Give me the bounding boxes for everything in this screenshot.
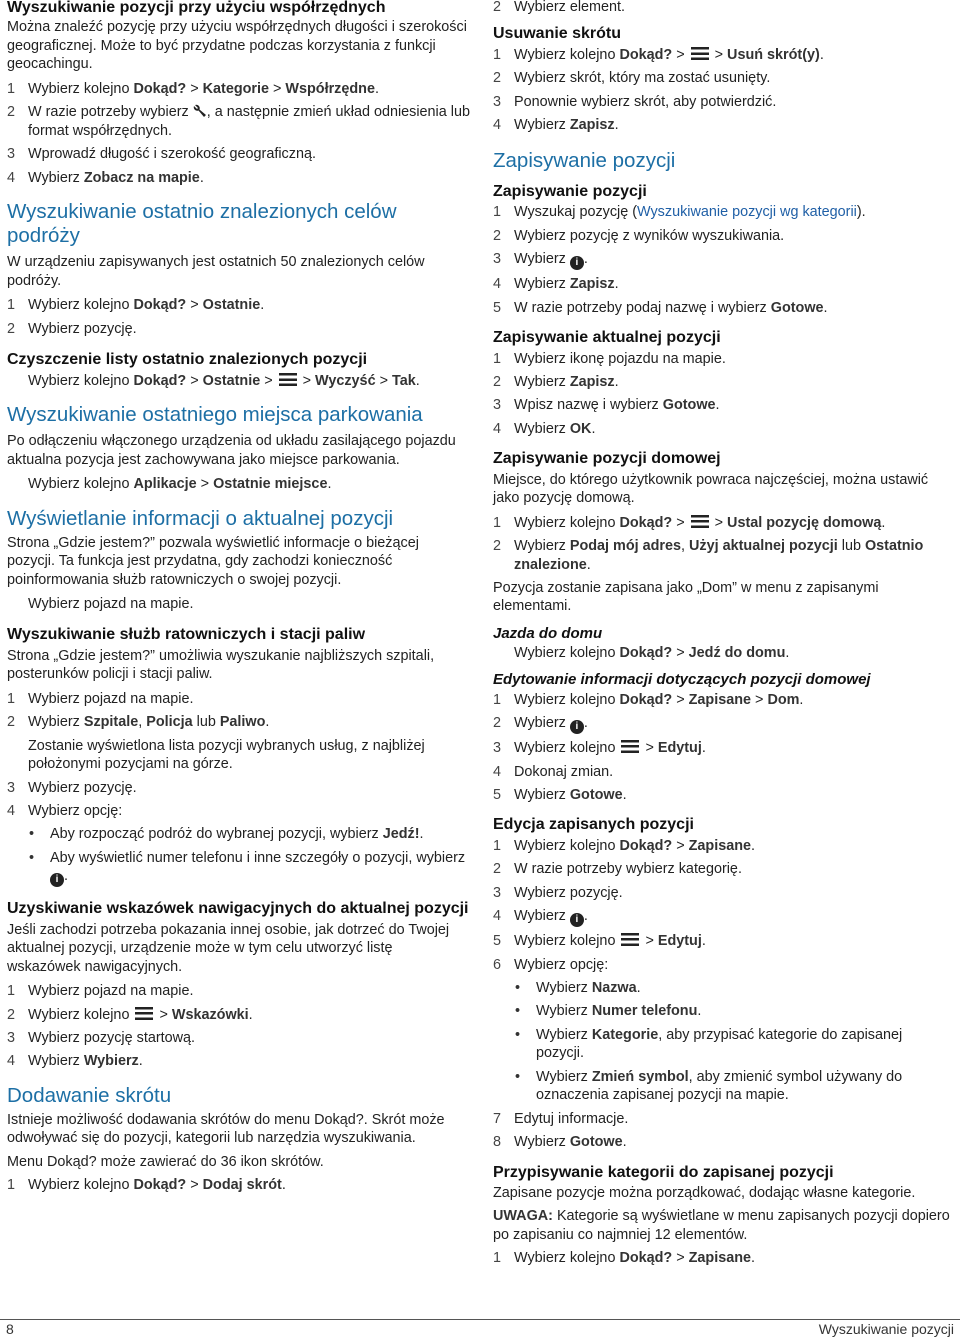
section-intro: Miejsce, do którego użytkownik powraca najczęściej, można ustawić jako pozycję domową. [493, 471, 929, 507]
step: 2 Wybierz element. [493, 0, 626, 15]
section-title: Przypisywanie kategorii do zapisanej pozycji [493, 1163, 834, 1181]
step: 4 Wybierz OK. [493, 420, 596, 437]
step: 2 Wybierz kolejno > Wskazówki. [7, 1006, 253, 1023]
note: UWAGA: Kategorie są wyświetlane w menu zapisanych pozycji dopiero po zapisaniu co najmniej 12 elementów. [493, 1208, 950, 1243]
right-column [493, 0, 953, 1268]
section-title: Zapisywanie aktualnej pozycji [493, 329, 721, 347]
step: 5 W razie potrzeby podaj nazwę i wybierz Gotowe. [493, 299, 828, 316]
section-title: Edycja zapisanych pozycji [493, 816, 694, 834]
step: 1 Wybierz kolejno Dokąd? > > Ustal pozycję domową. [493, 514, 886, 531]
section-intro: Istnieje możliwość dodawania skrótów do menu Dokąd?. Skrót może odwoływać się do pozycji, kategorii lub narzędzia wyszukiwania. [7, 1112, 445, 1147]
step: 2 Wybierz skrót, który ma zostać usunięty. [493, 70, 771, 87]
bullet-item: • Wybierz Nazwa. [493, 979, 953, 997]
step: 1 Wybierz kolejno Dokąd? > Zapisane > Dom. [493, 691, 804, 708]
step: 4 Wybierz Zobacz na mapie. [7, 169, 204, 186]
section-title: Wyszukiwanie służb ratowniczych i stacji paliw [7, 626, 366, 644]
step: 3 Wybierz kolejno > Edytuj. [493, 740, 706, 757]
section-intro: Jeśli zachodzi potrzeba pokazania innej osobie, jak dotrzeć do Twojej aktualnej pozycji, urządzenie może w tym celu utworzyć listę wskazówek nawigacyjnych. [7, 921, 450, 975]
step: 3 Wpisz nazwę i wybierz Gotowe. [493, 397, 720, 414]
subsection-title: Edytowanie informacji dotyczących pozycji domowej [493, 671, 871, 689]
step: 1 Wybierz pojazd na mapie. [7, 983, 194, 1000]
step: 5 Wybierz Gotowe. [493, 786, 627, 803]
step: 4 Wybierz Wybierz. [7, 1053, 143, 1070]
step: 4 Wybierz opcję: [7, 802, 123, 819]
action-line: Wybierz kolejno Dokąd? > Ostatnie > > Wyczyść > Tak. [28, 372, 420, 389]
section-heading: Wyszukiwanie ostatnio znalezionych celów podróży [7, 199, 397, 248]
note-label: UWAGA: [493, 1208, 553, 1225]
info-icon: i [50, 873, 64, 887]
step: 4 Dokonaj zmian. [493, 763, 614, 780]
step: 1 Wybierz pojazd na mapie. [7, 690, 194, 707]
bullet-item: • Aby wyświetlić numer telefonu i inne szczegóły o pozycji, wybierz i . [7, 849, 470, 887]
wrench-icon [193, 104, 207, 118]
section-heading: Wyszukiwanie ostatniego miejsca parkowania [7, 403, 423, 426]
step: 4 Wybierz i . [493, 908, 588, 926]
info-icon: i [570, 913, 584, 927]
step: 2 Wybierz Podaj mój adres, Użyj aktualnej pozycji lub Ostatnio znalezione. [493, 538, 924, 573]
info-icon: i [570, 256, 584, 270]
step: 2 Wybierz Zapisz. [493, 373, 619, 390]
section-title: Zapisywanie pozycji [493, 182, 647, 200]
step: 6 Wybierz opcję: [493, 956, 609, 973]
step: 1 Wybierz kolejno Dokąd? > Zapisane. [493, 837, 756, 854]
step: 1 Wybierz kolejno Dokąd? > > Usuń skrót(y). [493, 46, 824, 63]
menu-icon [691, 515, 709, 528]
step: 3 Ponownie wybierz skrót, aby potwierdzić. [493, 93, 777, 110]
page-footer [0, 1319, 960, 1338]
footer-section-title: Wyszukiwanie pozycji [818, 1321, 954, 1337]
step: 1 Wybierz kolejno Dokąd? > Zapisane. [493, 1250, 756, 1267]
info-icon: i [570, 720, 584, 734]
step: 4 Wybierz Zapisz. [493, 276, 619, 293]
step: 7 Edytuj informacje. [493, 1110, 629, 1127]
step: 3 Wybierz i . [493, 251, 588, 269]
step: 2 Wybierz i . [493, 715, 588, 733]
section-intro: Strona „Gdzie jestem?” umożliwia wyszukanie najbliższych szpitali, posterunków policji i stacji paliw. [7, 647, 435, 683]
section-intro: Po odłączeniu włączonego urządzenia od układu zasilającego pojazdu aktualna pozycja jest zachowywana jako miejsce parkowania. [7, 433, 456, 468]
section-intro: Zapisane pozycje można porządkować, dodając własne kategorie. [493, 1185, 916, 1201]
bullet-item: • Aby rozpocząć podróż do wybranej pozycji, wybierz Jedź!. [7, 825, 470, 843]
section-title: Czyszczenie listy ostatnio znalezionych pozycji [7, 351, 368, 369]
section-heading: Zapisywanie pozycji [493, 148, 676, 172]
step: 2 W razie potrzeby wybierz , a następnie zmień układ odniesienia lub format współrzędnych. [7, 104, 470, 139]
section-title: Uzyskiwanie wskazówek nawigacyjnych do aktualnej pozycji [7, 900, 469, 918]
menu-icon [621, 740, 639, 753]
section-title: Zapisywanie pozycji domowej [493, 450, 721, 468]
step: 8 Wybierz Gotowe. [493, 1134, 627, 1151]
action-line: Wybierz pojazd na mapie. [28, 596, 194, 612]
step: 2 Wybierz pozycję. [7, 320, 137, 337]
step: 2 Wybierz pozycję z wyników wyszukiwania. [493, 227, 785, 244]
menu-icon [621, 933, 639, 946]
step-note: Zostanie wyświetlona lista pozycji wybranych usług, z najbliżej położonymi pozycjami na górze. [28, 737, 425, 773]
step: 1 Wyszukaj pozycję (Wyszukiwanie pozycji wg kategorii). [493, 204, 866, 221]
step: 3 Wybierz pozycję startową. [7, 1029, 196, 1046]
section-intro: Można znaleźć pozycję przy użyciu współrzędnych długości i szerokości geograficznej. Może to być przydatne podczas korzystania z funkcji geocachingu. [7, 19, 467, 73]
menu-icon [135, 1007, 153, 1020]
action-line: Wybierz kolejno Dokąd? > Jedź do domu. [514, 645, 790, 661]
section-heading: Dodawanie skrótu [7, 1083, 172, 1107]
step: 1 Wybierz kolejno Dokąd? > Dodaj skrót. [7, 1177, 286, 1194]
step: 3 Wybierz pozycję. [7, 779, 137, 796]
action-line: Wybierz kolejno Aplikacje > Ostatnie miejsce. [28, 476, 332, 493]
category-search-link[interactable]: Wyszukiwanie pozycji wg kategorii [637, 204, 857, 221]
section-intro: Strona „Gdzie jestem?” pozwala wyświetlić informacje o bieżącej pozycji. Ta funkcja jest przydatna, gdy zachodzi konieczność poinformowania służb ratowniczych o swojej pozycji. [7, 534, 419, 588]
section-intro: W urządzeniu zapisywanych jest ostatnich 50 znalezionych celów podróży. [7, 254, 425, 289]
menu-icon [279, 373, 297, 386]
page-number: 8 [6, 1321, 14, 1337]
bullet-item: • Wybierz Zmień symbol, aby zmienić symbol używany do oznaczenia zapisanej pozycji na mapie. [493, 1068, 953, 1105]
step: 4 Wybierz Zapisz. [493, 117, 619, 134]
section-title: Wyszukiwanie pozycji przy użyciu współrzędnych [7, 0, 386, 16]
step: 1 Wybierz ikonę pojazdu na mapie. [493, 350, 726, 367]
step: 2 W razie potrzeby wybierz kategorię. [493, 861, 742, 878]
step: 3 Wprowadź długość i szerokość geograficzną. [7, 146, 316, 163]
step: 3 Wybierz pozycję. [493, 884, 623, 901]
section-heading: Wyświetlanie informacji o aktualnej pozycji [7, 506, 394, 530]
bullet-item: • Wybierz Numer telefonu. [493, 1002, 953, 1020]
menu-icon [691, 47, 709, 60]
subsection-title: Jazda do domu [493, 624, 603, 642]
section-intro: Menu Dokąd? może zawierać do 36 ikon skrótów. [7, 1153, 324, 1170]
left-column [7, 0, 470, 1195]
section-title: Usuwanie skrótu [493, 25, 622, 43]
step: 1 Wybierz kolejno Dokąd? > Ostatnie. [7, 297, 265, 314]
step: 2 Wybierz Szpitale, Policja lub Paliwo. [7, 714, 270, 731]
footer-rule [0, 1319, 960, 1320]
bullet-item: • Wybierz Kategorie, aby przypisać kategorie do zapisanej pozycji. [493, 1026, 953, 1063]
step: 5 Wybierz kolejno > Edytuj. [493, 933, 706, 950]
step: 1 Wybierz kolejno Dokąd? > Kategorie > Współrzędne. [7, 80, 379, 97]
section-text: Pozycja zostanie zapisana jako „Dom” w menu z zapisanymi elementami. [493, 579, 879, 615]
